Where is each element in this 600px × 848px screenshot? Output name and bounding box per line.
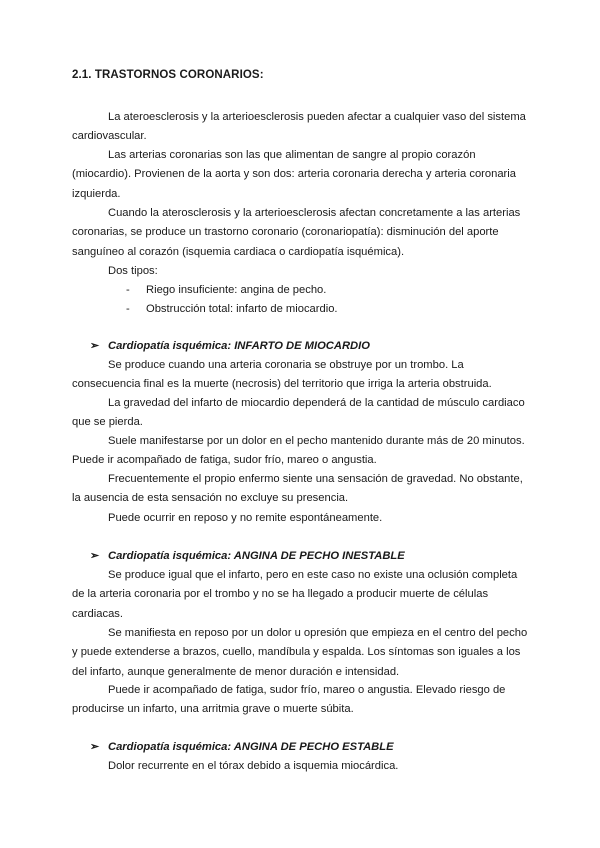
section-title-infarto [90, 339, 370, 352]
types-label-text: Dos tipos: [108, 265, 158, 277]
paragraph-text: Puede ir acompañado de fatiga, sudor frío, mareo o angustia. Elevado riesgo de producirse un infarto, una arritmia grave o muerte súbita. [72, 684, 506, 716]
section-title-text: Cardiopatía isquémica: INFARTO DE MIOCARDIO [108, 340, 370, 352]
intro-text-2: Las arterias coronarias son las que alimentan de sangre al propio corazón (miocardio). Provienen de la aorta y son dos: arteria coronaria derecha y arteria coronaria izquierda. [72, 149, 516, 200]
paragraph-text: Puede ocurrir en reposo y no remite espontáneamente. [108, 512, 383, 524]
paragraph-text: La gravedad del infarto de miocardio dependerá de la cantidad de músculo cardiaco que se pierda. [72, 397, 525, 429]
list-item-text: Obstrucción total: infarto de miocardio. [146, 303, 338, 315]
types-label [72, 262, 532, 281]
arrow-bullet-icon: ➢ [90, 741, 100, 753]
paragraph-text: Se produce cuando una arteria coronaria se obstruye por un trombo. La consecuencia final es la muerte (necrosis) del territorio que irriga la arteria obstruida. [72, 359, 492, 391]
intro-text-3: Cuando la aterosclerosis y la arterioesclerosis afectan concretamente a las arterias coronarias, se produce un trastorno coronario (coronariopatía): disminución del aporte sanguíneo al corazón (isquemia cardiaca o cardiopatía isquémica). [72, 207, 521, 258]
list-item [126, 284, 326, 296]
infarto-paragraph-4 [72, 470, 532, 509]
section-title-text: Cardiopatía isquémica: ANGINA DE PECHO ESTABLE [108, 741, 394, 753]
infarto-paragraph-2 [72, 394, 532, 433]
intro-paragraph-3 [72, 204, 532, 262]
intro-text-1: La ateroesclerosis y la arterioesclerosis pueden afectar a cualquier vaso del sistema cardiovascular. [72, 111, 526, 143]
list-item [126, 303, 338, 315]
paragraph-text: Se produce igual que el infarto, pero en este caso no existe una oclusión completa de la arteria coronaria por el trombo y no se ha llegado a producir muerte de células cardiacas. [72, 569, 518, 620]
arrow-bullet-icon: ➢ [90, 340, 100, 352]
section-title-angina-inestable [90, 549, 405, 562]
inestable-paragraph-3 [72, 681, 532, 720]
dash-marker: - [126, 284, 130, 296]
section-title-angina-estable [90, 740, 394, 753]
estable-paragraph-1 [72, 757, 532, 776]
paragraph-text: Suele manifestarse por un dolor en el pecho mantenido durante más de 20 minutos. Puede ir acompañado de fatiga, sudor frío, mareo o angustia. [72, 435, 525, 467]
infarto-paragraph-1 [72, 356, 532, 395]
inestable-paragraph-2 [72, 624, 532, 682]
dash-marker: - [126, 303, 130, 315]
section-heading: 2.1. TRASTORNOS CORONARIOS: [72, 69, 264, 81]
list-item-text: Riego insuficiente: angina de pecho. [146, 284, 327, 296]
inestable-paragraph-1 [72, 566, 532, 624]
infarto-paragraph-3 [72, 432, 532, 471]
infarto-paragraph-5 [72, 509, 532, 528]
section-title-text: Cardiopatía isquémica: ANGINA DE PECHO INESTABLE [108, 550, 405, 562]
intro-paragraph-1 [72, 108, 532, 147]
arrow-bullet-icon: ➢ [90, 550, 100, 562]
paragraph-text: Dolor recurrente en el tórax debido a isquemia miocárdica. [108, 760, 399, 772]
paragraph-text: Se manifiesta en reposo por un dolor u opresión que empieza en el centro del pecho y puede extenderse a brazos, cuello, mandíbula y espalda. Los síntomas son iguales a los del infarto, aunque generalmente de menor duración e intensidad. [72, 627, 528, 678]
paragraph-text: Frecuentemente el propio enfermo siente una sensación de gravedad. No obstante, la ausencia de esta sensación no excluye su presencia. [72, 473, 523, 505]
intro-paragraph-2 [72, 146, 532, 204]
